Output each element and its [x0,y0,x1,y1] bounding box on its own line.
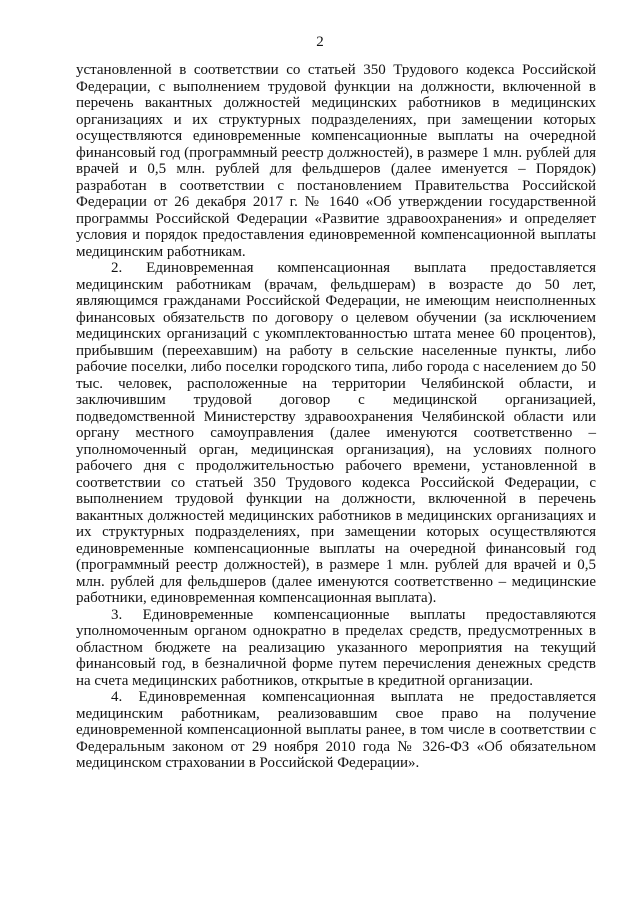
page-number: 2 [316,34,324,50]
paragraph-1-continuation: установленной в соответствии со статьей 350 Трудового кодекса Российской Федерации, с выполнением трудовой функции на должности, включенной в перечень вакантных должностей медицинских работников в медицинских организациях и их структурных подразделениях, при замещении которых осуществляются единовременные компенсационные выплаты на очередной финансовый год (программный реестр должностей), в размере 1 млн. рублей для врачей и 0,5 млн. рублей для фельдшеров (далее именуется – Порядок) разработан в соответствии с постановлением Правительства Российской Федерации от 26 декабря 2017 г. № 1640 «Об утверждении государственной программы Российской Федерации «Развитие здравоохранения» и определяет условия и порядок предоставления единовременной компенсационной выплаты медицинским работникам. [76,62,596,260]
paragraph-4: 4. Единовременная компенсационная выплата не предоставляется медицинским работникам, реализовавшим свое право на получение единовременной компенсационной выплаты ранее, в том числе в соответствии с Федеральным законом от 29 ноября 2010 года № 326-ФЗ «Об обязательном медицинском страховании в Российской Федерации». [76,689,596,771]
paragraph-2: 2. Единовременная компенсационная выплата предоставляется медицинским работникам (врачам, фельдшерам) в возрасте до 50 лет, являющимся гражданами Российской Федерации, не имеющим неисполненных финансовых обязательств по договору о целевом обучении (за исключением медицинских организаций с укомплектованностью штата менее 60 процентов), прибывшим (переехавшим) на работу в сельские населенные пункты, либо рабочие поселки, либо поселки городского типа, либо города с населением до 50 тыс. человек, расположенные на территории Челябинской области, и заключившим трудовой договор с медицинской организацией, подведомственной Министерству здравоохранения Челябинской области или органу местного самоуправления (далее именуются соответственно – уполномоченный орган, медицинская организация), на условиях полного рабочего дня с продолжительностью рабочего времени, установленной в соответствии со статьей 350 Трудового кодекса Российской Федерации, с выполнением трудовой функции на должности, включенной в перечень вакантных должностей медицинских работников в медицинских организациях и их структурных подразделениях, при замещении которых осуществляются единовременные компенсационные выплаты на очередной финансовый год (программный реестр должностей), в размере 1 млн. рублей для врачей и 0,5 млн. рублей для фельдшеров (далее именуются соответственно – медицинские работники, единовременная компенсационная выплата). [76,260,596,606]
document-body [76,62,596,772]
paragraph-3: 3. Единовременные компенсационные выплаты предоставляются уполномоченным органом однократно в пределах средств, предусмотренных в областном бюджете на реализацию указанного мероприятия на текущий финансовый год, в безналичной форме путем перечисления денежных средств на счета медицинских работников, открытые в кредитной организации. [76,606,596,689]
